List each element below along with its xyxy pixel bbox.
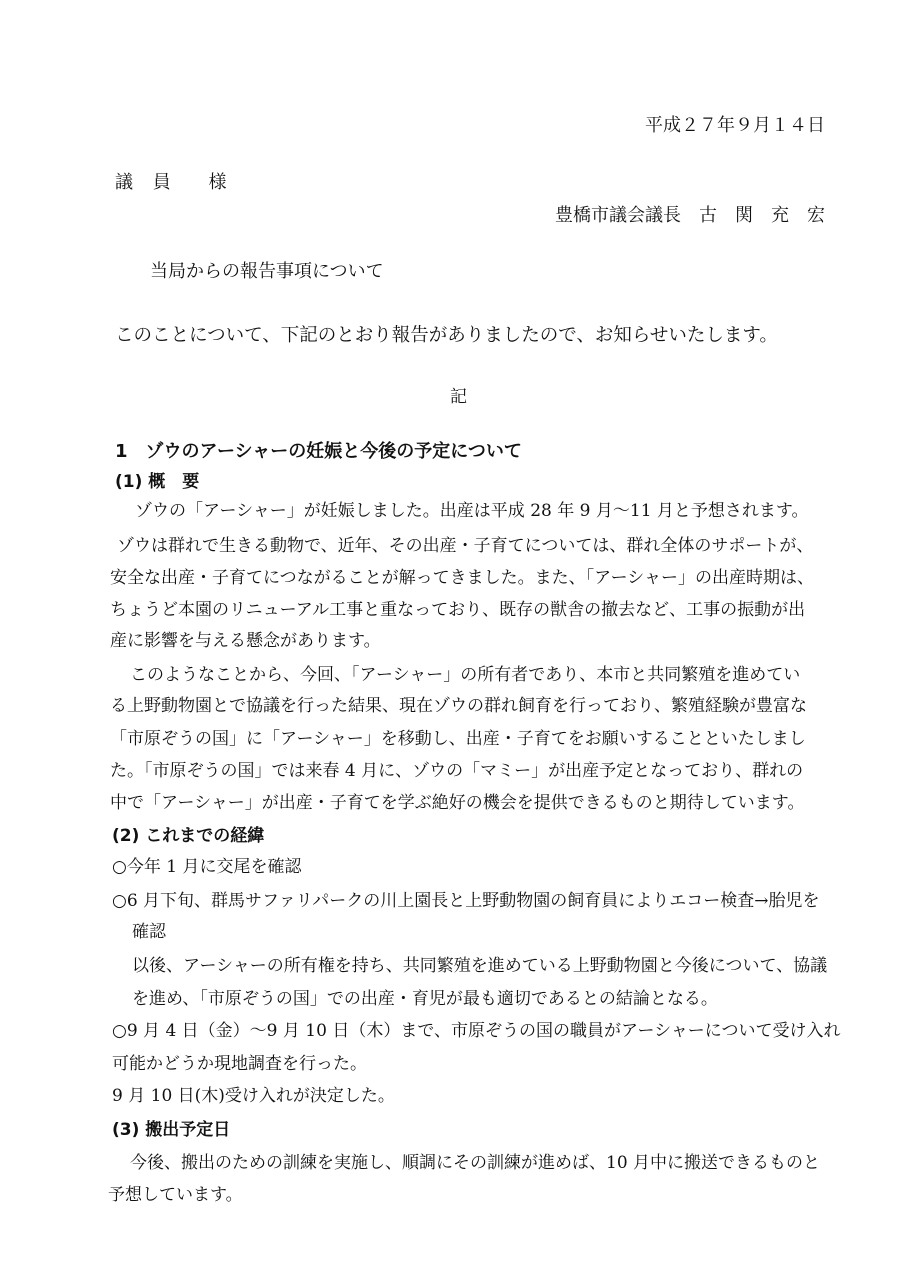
subsection-heading: (3) 搬出予定日	[112, 1120, 231, 1140]
addressee: 議 員 様	[115, 172, 227, 193]
body-line: 中で「アーシャー」が出産・子育てを学ぶ絶好の機会を提供できるものと期待しています。	[110, 793, 805, 813]
body-line: る上野動物園とで協議を行った結果、現在ゾウの群れ飼育を行っており、繁殖経験が豊富な	[110, 696, 807, 716]
document-date: 平成２７年９月１４日	[645, 115, 825, 136]
body-line: 予想しています。	[108, 1185, 243, 1205]
body-line: た。「市原ぞうの国」では来春 4 月に、ゾウの「マミー」が出産予定となっており、群れの	[110, 761, 804, 781]
body-line: 以後、アーシャーの所有権を持ち、共同繁殖を進めている上野動物園と今後について、協議	[132, 956, 828, 976]
body-line: 今後、搬出のための訓練を実施し、順調にその訓練が進めば、10 月中に搬送できるものと	[130, 1153, 821, 1173]
section-title: 1 ゾウのアーシャーの妊娠と今後の予定について	[115, 441, 522, 462]
sender: 豊橋市議会議長 古 関 充 宏	[555, 205, 825, 226]
body-line: ゾウは群れで生きる動物で、近年、その出産・子育てについては、群れ全体のサポートが、	[117, 536, 814, 556]
ki-mark: 記	[450, 387, 467, 407]
intro-text: このことについて、下記のとおり報告がありましたので、お知らせいたします。	[115, 325, 778, 346]
body-line: ○9 月 4 日（金）～9 月 10 日（木）まで、市原ぞうの国の職員がアーシャーについて受け入れ	[112, 1021, 841, 1041]
body-line: 安全な出産・子育てにつながることが解ってきました。また、「アーシャー」の出産時期は、	[110, 568, 814, 588]
subject: 当局からの報告事項について	[150, 261, 384, 282]
body-line: 「市原ぞうの国」に「アーシャー」を移動し、出産・子育てをお願いすることといたしまし	[110, 729, 806, 749]
body-line: ゾウの「アーシャー」が妊娠しました。出産は平成 28 年 9 月～11 月と予想されます。	[135, 501, 809, 521]
body-line: 9 月 10 日(木)受け入れが決定した。	[112, 1086, 395, 1106]
body-line: ちょうど本園のリニューアル工事と重なっており、既存の獣舎の撤去など、工事の振動が出	[110, 600, 806, 620]
body-line: このようなことから、今回、「アーシャー」の所有者であり、本市と共同繁殖を進めてい	[130, 665, 801, 685]
body-line: ○6 月下旬、群馬サファリパークの川上園長と上野動物園の飼育員によりエコー検査→胎児を	[112, 891, 820, 911]
subsection-heading: (2) これまでの経緯	[112, 826, 265, 846]
subsection-heading: (1) 概 要	[115, 472, 200, 492]
body-line: を進め、「市原ぞうの国」での出産・育児が最も適切であるとの結論となる。	[132, 989, 718, 1009]
body-line: 可能かどうか現地調査を行った。	[112, 1054, 367, 1074]
body-line: 確認	[132, 922, 166, 942]
body-line: 産に影響を与える懸念があります。	[110, 631, 381, 651]
body-line: ○今年 1 月に交尾を確認	[112, 857, 302, 877]
